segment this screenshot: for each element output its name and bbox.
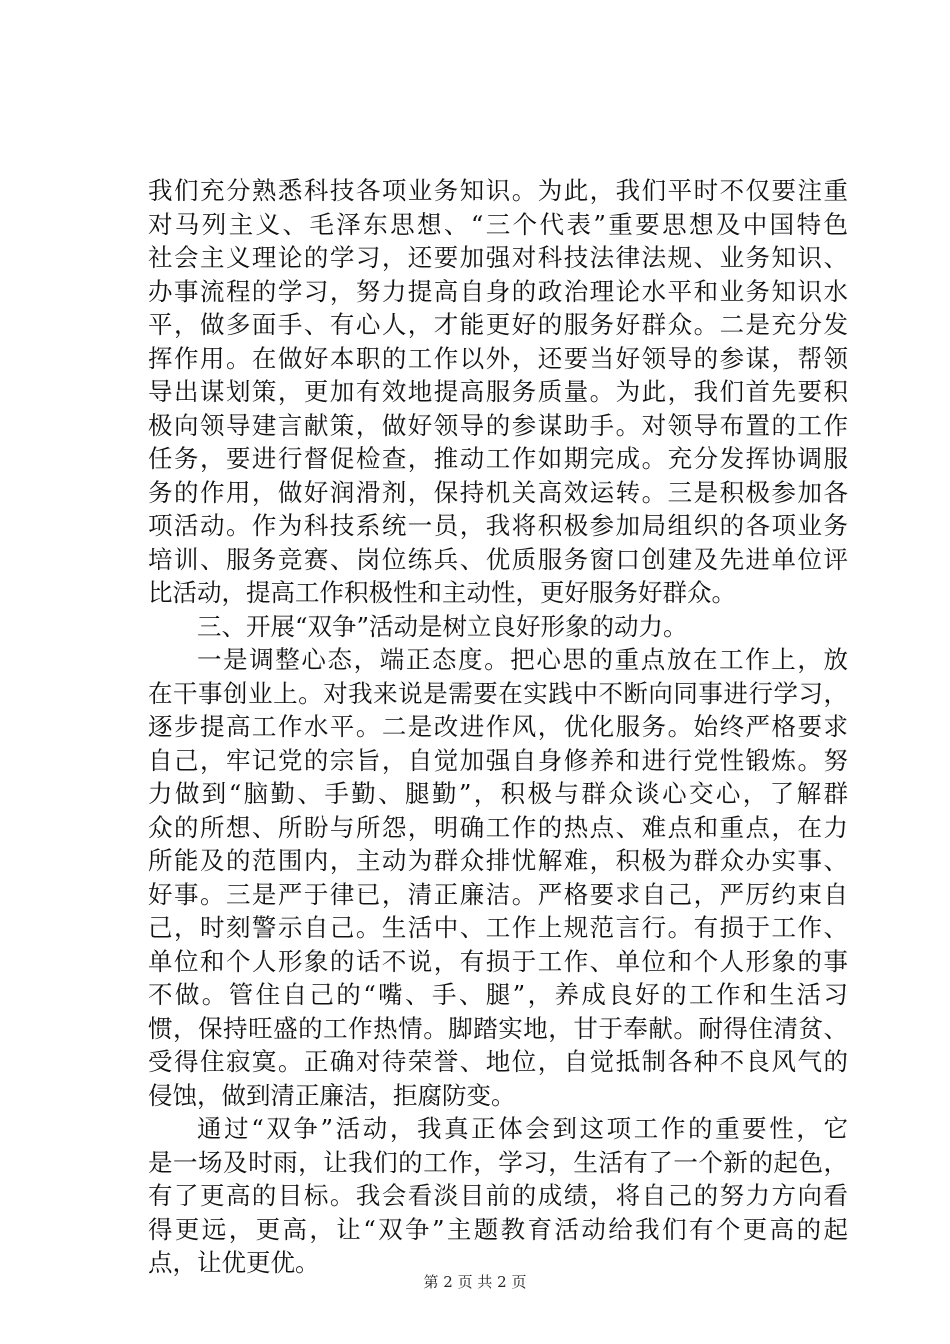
- text-line: 惯，保持旺盛的工作热情。脚踏实地，甘于奉献。耐得住清贫、: [148, 1013, 848, 1043]
- text-line: 得更远，更高，让“双争”主题教育活动给我们有个更高的起: [148, 1214, 848, 1244]
- text-line: 自己，牢记党的宗旨，自觉加强自身修养和进行党性锻炼。努: [148, 745, 848, 775]
- text-line: 比活动，提高工作积极性和主动性，更好服务好群众。: [148, 578, 736, 607]
- text-line: 办事流程的学习，努力提高自身的政治理论水平和业务知识水: [148, 276, 848, 306]
- text-line: 侵蚀，做到清正廉洁，拒腐防变。: [148, 1080, 516, 1110]
- text-line: 任务，要进行督促检查，推动工作如期完成。充分发挥协调服: [148, 444, 848, 473]
- text-line: 单位和个人形象的话不说，有损于工作、单位和个人形象的事: [148, 946, 848, 976]
- text-line: 培训、服务竞赛、岗位练兵、优质服务窗口创建及先进单位评: [148, 544, 848, 574]
- text-line: 是一场及时雨，让我们的工作，学习，生活有了一个新的起色，: [148, 1147, 848, 1177]
- text-line: 三、开展“双争”活动是树立良好形象的动力。: [197, 611, 688, 641]
- text-line: 不做。管住自己的“嘴、手、腿”，养成良好的工作和生活习: [148, 980, 848, 1009]
- text-line: 点，让优更优。: [148, 1248, 320, 1277]
- document-body: [148, 174, 848, 1280]
- text-line: 力做到“脑勤、手勤、腿勤”，积极与群众谈心交心，了解群: [148, 779, 848, 808]
- text-line: 己，时刻警示自己。生活中、工作上规范言行。有损于工作、: [148, 913, 848, 942]
- text-line: 有了更高的目标。我会看淡目前的成绩，将自己的努力方向看: [148, 1181, 848, 1210]
- text-line: 我们充分熟悉科技各项业务知识。为此，我们平时不仅要注重: [148, 176, 848, 205]
- text-line: 好事。三是严于律已，清正廉洁。严格要求自己，严厉约束自: [148, 879, 848, 909]
- text-line: 平，做多面手、有心人，才能更好的服务好群众。二是充分发: [148, 310, 848, 339]
- text-line: 对马列主义、毛泽东思想、“三个代表”重要思想及中国特色: [148, 209, 848, 239]
- text-line: 受得住寂寞。正确对待荣誉、地位，自觉抵制各种不良风气的: [148, 1047, 848, 1076]
- text-line: 挥作用。在做好本职的工作以外，还要当好领导的参谋，帮领: [148, 343, 848, 373]
- text-line: 所能及的范围内，主动为群众排忧解难，积极为群众办实事、: [148, 846, 848, 875]
- text-line: 一是调整心态，端正态度。把心思的重点放在工作上，放: [197, 645, 848, 674]
- text-line: 逐步提高工作水平。二是改进作风，优化服务。始终严格要求: [148, 712, 848, 741]
- text-line: 极向领导建言献策，做好领导的参谋助手。对领导布置的工作: [148, 410, 848, 440]
- text-line: 在干事创业上。对我来说是需要在实践中不断向同事进行学习，: [148, 678, 848, 708]
- text-line: 导出谋划策，更加有效地提高服务质量。为此，我们首先要积: [148, 377, 848, 406]
- text-line: 通过“双争”活动，我真正体会到这项工作的重要性，它: [197, 1114, 848, 1143]
- page-footer: 第 2 页 共 2 页: [423, 1273, 527, 1291]
- text-line: 社会主义理论的学习，还要加强对科技法律法规、业务知识、: [148, 243, 848, 272]
- text-line: 务的作用，做好润滑剂，保持机关高效运转。三是积极参加各: [148, 477, 848, 507]
- text-line: 众的所想、所盼与所怨，明确工作的热点、难点和重点，在力: [148, 812, 848, 842]
- text-line: 项活动。作为科技系统一员，我将积极参加局组织的各项业务: [148, 511, 848, 540]
